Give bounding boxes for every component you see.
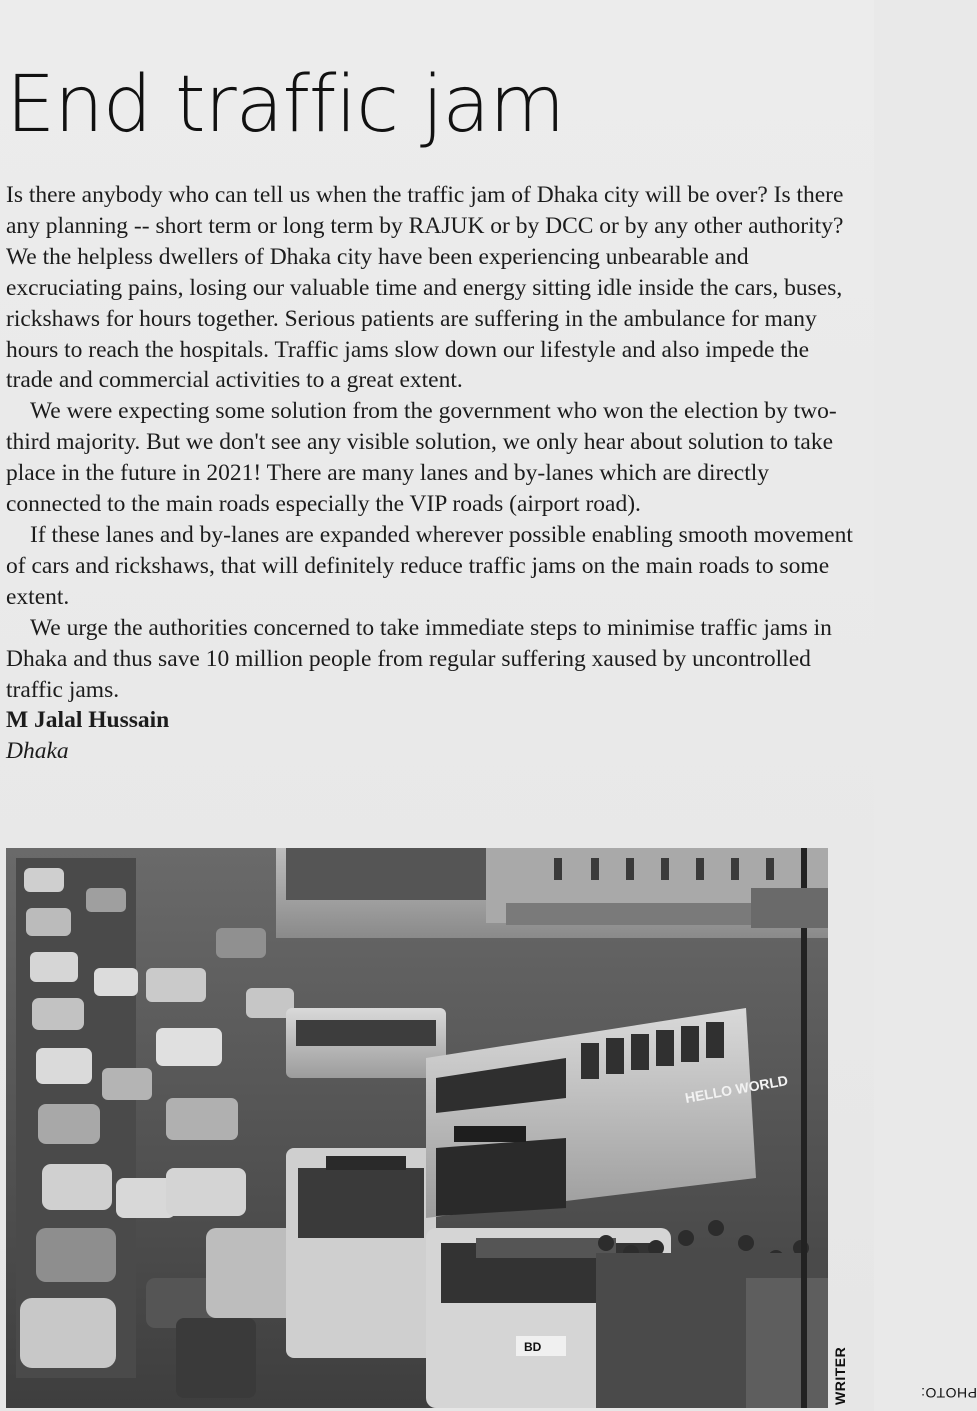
author-name: M Jalal Hussain (6, 707, 170, 734)
plate-text: BD (524, 1340, 542, 1354)
photo-credit (828, 1260, 977, 1405)
paragraph-3: If these lanes and by-lanes are expanded wherever possible enabling smooth movement of cars and rickshaws, that will definitely reduce traffic jams on the main roads to some extent. (6, 521, 853, 610)
bus-sign: HELLO WORLD (683, 1072, 790, 1106)
author-location: Dhaka (6, 738, 69, 765)
bus-mid (286, 1008, 446, 1358)
article-body (6, 180, 856, 767)
credit-label: PHOTO: (920, 1385, 977, 1401)
article-title: End traffic jam (6, 60, 565, 150)
paragraph-1: Is there anybody who can tell us when the traffic jam of Dhaka city will be over? Is there any planning -- short term or long term by RAJUK or by DCC or by any other authority? We the helpless dwellers of Dhaka city have been experiencing unbearable and excruciating pains, losing our valuable time and energy sitting idle inside the cars, buses, rickshaws for hours together. Serious patients are suffering in the ambulance for many hours to reach the hospitals. Traffic jams slow down our lifestyle and also impede the trade and commercial activities to a great extent. (6, 182, 844, 394)
credit-name: WRITER (832, 1346, 848, 1405)
traffic-jam-photo (6, 848, 828, 1408)
paragraph-2: We were expecting some solution from the government who won the election by two-third majority. But we don't see any visible solution, we only hear about solution to take place in the future in 2021! There are many lanes and by-lanes which are directly connected to the main roads especially the VIP roads (airport road). (6, 398, 837, 518)
traffic-jam-illustration (6, 848, 828, 1408)
paragraph-4: We urge the authorities concerned to take immediate steps to minimise traffic jams in Dhaka and thus save 10 million people from regular suffering xaused by uncontrolled traffic jams. (6, 614, 832, 703)
